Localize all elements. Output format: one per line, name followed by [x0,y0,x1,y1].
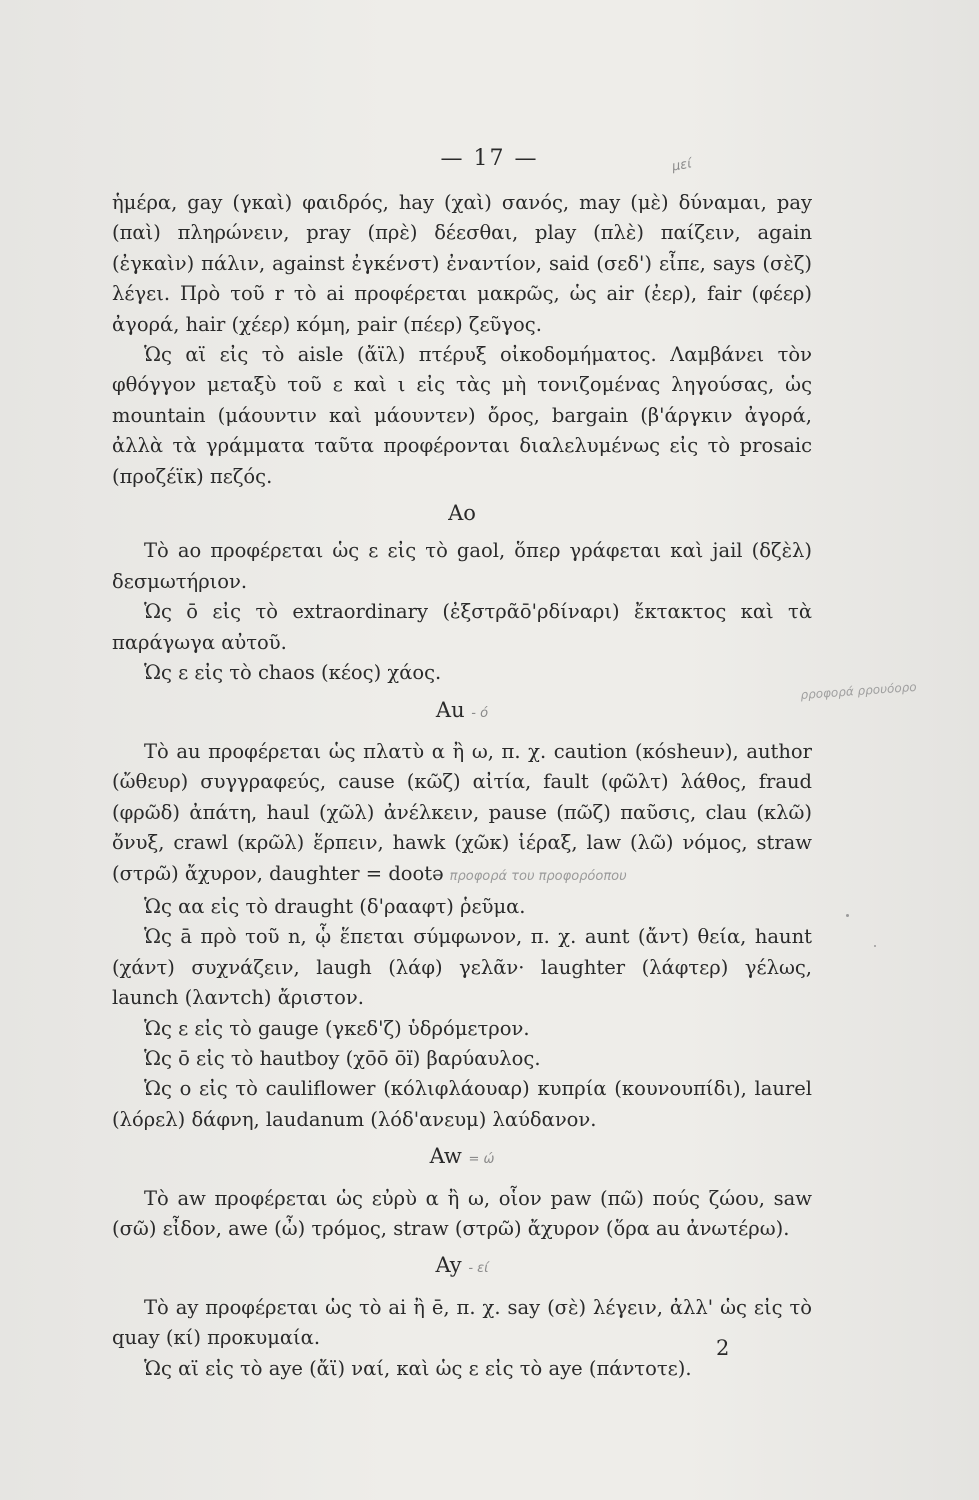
section-heading-ao [112,498,812,528]
paragraph-au-6: Ὡς ο εἰς τὸ cauliflower (κόλιφλάουαρ) κυπρία (κουνουπίδι), laurel (λόρελ) δάφνη, laudanum (λόδ'ανευμ) λαύδανον. [112,1077,812,1131]
main-text [112,188,812,1384]
paragraph-au-4: Ὡς ε εἰς τὸ gauge (γκεδ'ζ) ὑδρόμετρον. [144,1016,530,1040]
paragraph-au-1 [112,737,812,892]
section-title: Au [435,697,465,722]
page-folio: — 17 — [440,146,539,171]
paragraph-au-3: Ὡς ā πρὸ τοῦ n, ᾧ ἕπεται σύμφωνον, π. χ. aunt (ἄντ) θεία, haunt (χάντ) συχνάζειν, laugh (λάφ) γελᾶν· laughter (λάφτερ) γέλως, launch (λαντch) ἄριστον. [112,925,812,1010]
section-heading-aw [112,1141,812,1175]
section-heading-ay [112,1250,812,1284]
handwritten-inline-note: προφορά του προφορόοπου [449,868,627,884]
paragraph-ay-examples: ἡμέρα, gay (γκαὶ) φαιδρός, hay (χαὶ) σανός, may (μὲ) δύναμαι, pay (παὶ) πληρώνειν, pray (πρὲ) δέεσθαι, play (πλὲ) παίζειν, again (ἐγκαὶν) πάλιν, against ἐγκένστ) ἐναντίον, said (σεδ') εἶπε, says (σὲζ) λέγει. Πρὸ τοῦ r τὸ ai προφέρεται μακρῶς, ὡς air (ἐερ), fair (φέερ) ἀγορά, hair (χέερ) κόμη, pair (πέερ) ζεῦγος. [112,191,812,336]
paragraph-au-5: Ὡς ō εἰς τὸ hautboy (χōō ōï) βαρύαυλος. [144,1046,541,1070]
signature-number: 2 [716,1336,730,1360]
paragraph-aisle: Ὡς αϊ εἰς τὸ aisle (ἄϊλ) πτέρυξ οἰκοδομήματος. Λαμβάνει τὸν φθόγγον μεταξὺ τοῦ ε καὶ ι εἰς τὰς μὴ τονιζομένας ληγούσας, ὡς mountain (μάουντιν καὶ μάουντεν) ὄρος, bargain (β'άργκιν ἀγορά, ἀλλὰ τὰ γράμματα ταῦτα προφέρονται διαλελυμένως εἰς τὸ prosaic (προζέϊκ) πεζός. [112,343,812,488]
handwritten-annotation: = ώ [468,1152,495,1168]
paragraph-ao-2: Ὡς ō εἰς τὸ extraordinary (ἐξστρᾶō'ρδίναρι) ἔκτακτος καὶ τὰ παράγωγα αὐτοῦ. [112,600,812,654]
paragraph-text: Τὸ au προφέρεται ὡς πλατὺ α ἢ ω, π. χ. caution (κόsheuν), author (ὤθευρ) συγγραφεύς, cause (κῶζ) αἰτία, fault (φῶλτ) λάθος, fraud (φρῶδ) ἀπάτη, haul (χῶλ) ἀνέλκειν, pause (πῶζ) παῦσις, clau (κλῶ) ὄνυξ, crawl (κρῶλ) ἕρπειν, hawk (χῶκ) ἱέραξ, law (λῶ) νόμος, straw (στρῶ) ἄχυρον, daughter = dootə [112,739,812,885]
section-title: Ay [435,1253,462,1278]
section-title: Ao [448,501,476,526]
paper-speck [874,945,876,947]
handwritten-note-top: μεί [670,156,693,175]
handwritten-margin-note: ρροφορά ρρουόορο [800,679,918,702]
paragraph-ay-1: Τὸ ay προφέρεται ὡς τὸ ai ἢ ē, π. χ. say (σὲ) λέγειν, ἀλλ' ὡς εἰς τὸ quay (κί) προκυμαία. [112,1295,812,1350]
section-title: Aw [429,1144,462,1169]
paragraph-ao-3: Ὡς ε εἰς τὸ chaos (κέος) χάος. [144,661,442,685]
handwritten-annotation: - εί [468,1261,489,1277]
paragraph-au-2: Ὡς αα εἰς τὸ draught (δ'ρααφτ) ῥεῦμα. [144,894,526,918]
section-heading-au [112,695,812,729]
paragraph-aw: Τὸ aw προφέρεται ὡς εὐρὺ α ἢ ω, οἷον paw (πῶ) πούς ζώου, saw (σῶ) εἶδον, awe (ὦ) τρόμος, straw (στρῶ) ἄχυρον (ὅρα au ἀνωτέρω). [112,1186,812,1240]
paper-speck [846,914,849,917]
handwritten-annotation: - ό [471,705,489,721]
paragraph-ao-1: Τὸ ao προφέρεται ὡς ε εἰς τὸ gaol, ὅπερ γράφεται καὶ jail (δζὲλ) δεσμωτήριον. [112,539,812,593]
paragraph-ay-2: Ὡς αϊ εἰς τὸ aye (ἄϊ) ναί, καὶ ὡς ε εἰς τὸ aye (πάντοτε). [144,1356,692,1380]
